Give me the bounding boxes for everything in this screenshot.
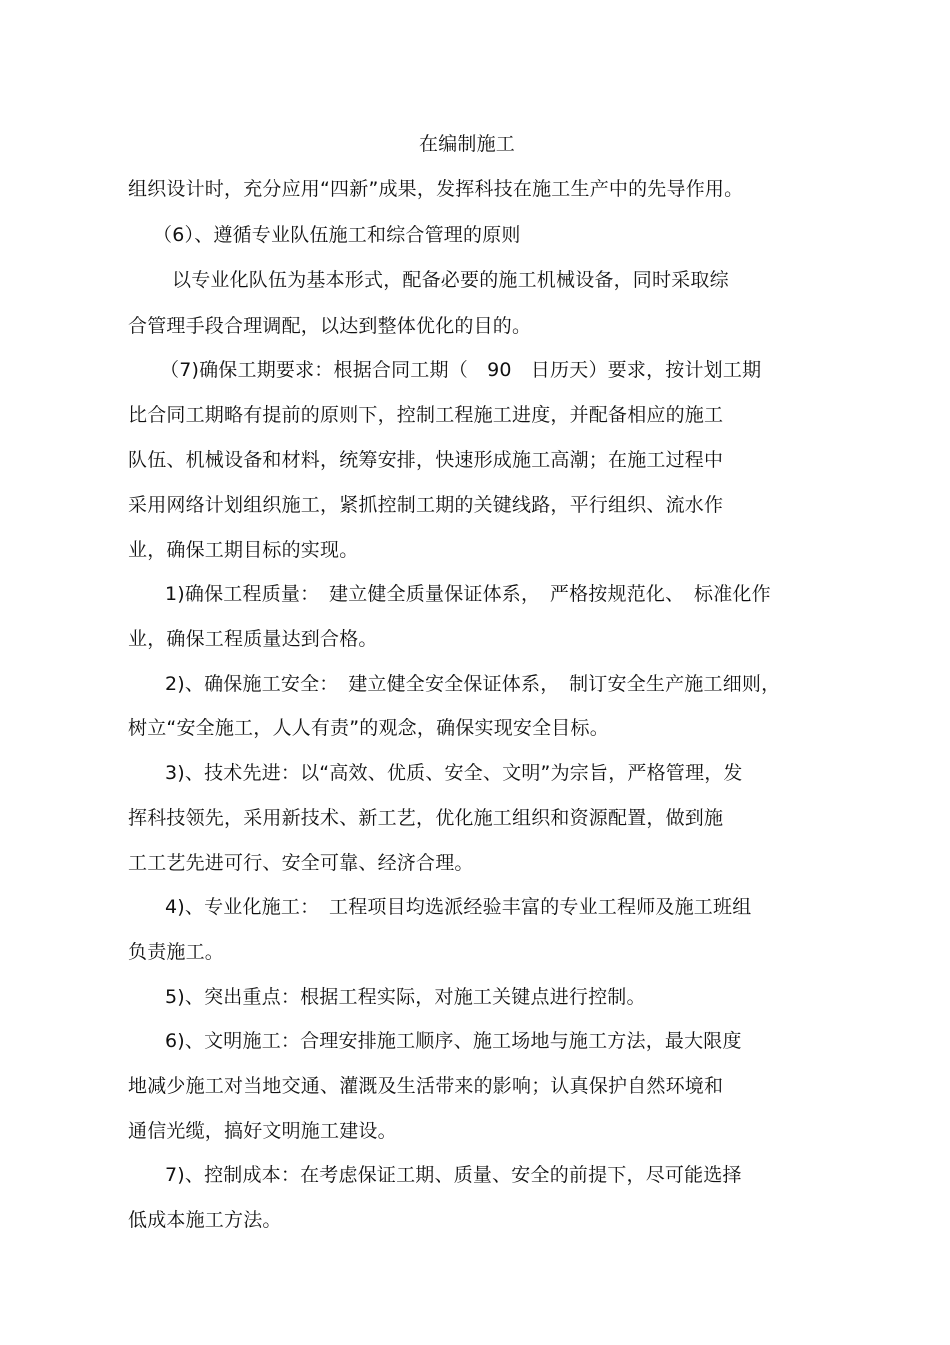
- text-line-3: （6）、遵循专业队伍施工和综合管理的原则: [153, 224, 521, 246]
- text-line-20: 5)、突出重点：根据工程实际，对施工关键点进行控制。: [165, 986, 646, 1008]
- text-line-15: 3)、技术先进：以“高效、优质、安全、文明”为宗旨，严格管理，发: [165, 762, 743, 784]
- text-line-10: 业，确保工期目标的实现。: [128, 539, 359, 561]
- text-line-11: 1)确保工程质量： 建立健全质量保证体系， 严格按规范化、 标准化作: [165, 583, 771, 605]
- text-line-25: 低成本施工方法。: [128, 1209, 282, 1231]
- text-line-24: 7)、控制成本：在考虑保证工期、质量、安全的前提下，尽可能选择: [165, 1164, 742, 1186]
- text-line-16: 挥科技领先，采用新技术、新工艺，优化施工组织和资源配置，做到施: [128, 807, 724, 829]
- text-line-4: 以专业化队伍为基本形式，配备必要的施工机械设备，同时采取综: [172, 269, 729, 291]
- text-line-7: 比合同工期略有提前的原则下，控制工程施工进度，并配备相应的施工: [128, 404, 724, 426]
- text-line-8: 队伍、机械设备和材料，统筹安排，快速形成施工高潮；在施工过程中: [128, 449, 724, 471]
- text-line-12: 业，确保工程质量达到合格。: [128, 628, 378, 650]
- text-line-9: 采用网络计划组织施工，紧抓控制工期的关键线路，平行组织、流水作: [128, 494, 724, 516]
- text-line-14: 树立“安全施工，人人有责”的观念，确保实现安全目标。: [128, 717, 609, 739]
- text-line-17: 工工艺先进可行、安全可靠、经济合理。: [128, 852, 474, 874]
- text-line-23: 通信光缆，搞好文明施工建设。: [128, 1120, 397, 1142]
- text-line-18: 4)、专业化施工： 工程项目均选派经验丰富的专业工程师及施工班组: [165, 896, 752, 918]
- text-line-6: （7)确保工期要求：根据合同工期（ 90 日历天）要求，按计划工期: [160, 359, 762, 381]
- text-line-2: 组织设计时，充分应用“四新”成果，发挥科技在施工生产中的先导作用。: [128, 178, 744, 200]
- text-line-22: 地减少施工对当地交通、灌溉及生活带来的影响；认真保护自然环境和: [128, 1075, 724, 1097]
- text-line-21: 6)、文明施工：合理安排施工顺序、施工场地与施工方法，最大限度: [165, 1030, 742, 1052]
- text-line-19: 负责施工。: [128, 941, 225, 963]
- text-line-13: 2)、确保施工安全： 建立健全安全保证体系， 制订安全生产施工细则，: [165, 673, 781, 695]
- text-line-1: 在编制施工: [419, 133, 516, 155]
- text-line-5: 合管理手段合理调配，以达到整体优化的目的。: [128, 315, 532, 337]
